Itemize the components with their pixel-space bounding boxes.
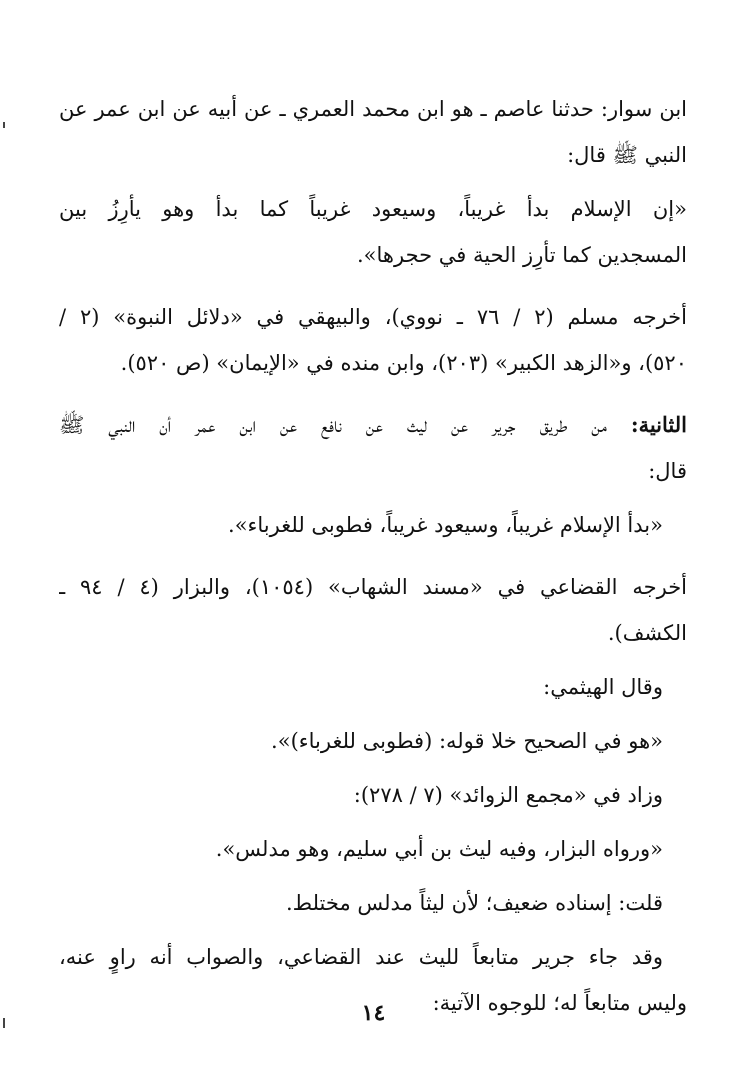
text-line: «بدأ الإسلام غريباً، وسيعود غريباً، فطوبى للغرباء».: [228, 513, 663, 537]
section-label: الثانية:: [630, 412, 687, 437]
text-span: من طريق جرير عن ليث عن نافع عن ابن عمر أن النبي ﷺ: [59, 413, 631, 437]
text-line: أخرجه القضاعي في «مسند الشهاب» (١٠٥٤)، والبزار (٤ / ٩٤ ـ: [59, 575, 687, 599]
text-line: «إن الإسلام بدأ غريباً، وسيعود غريباً كما بدأ وهو يأرِزُ بين: [59, 197, 687, 221]
paragraph-zawaid: [59, 772, 687, 818]
scan-edge-mark: [3, 122, 5, 128]
text-line: قال:: [648, 459, 687, 483]
text-line: النبي ﷺ قال:: [567, 143, 687, 167]
paragraph-author-note: [59, 880, 687, 926]
text-line: وزاد في «مجمع الزوائد» (٧ / ٢٧٨):: [353, 783, 663, 807]
text-line: المسجدين كما تأرِز الحية في حجرها».: [356, 243, 687, 267]
paragraph-bazzar-quote: [59, 826, 687, 872]
text-line: وقال الهيثمي:: [543, 675, 663, 699]
paragraph-takhrij-1: [59, 294, 687, 386]
paragraph-takhrij-2: [59, 564, 687, 656]
text-line: ٥٢٠)، و«الزهد الكبير» (٢٠٣)، وابن منده في «الإيمان» (ص ٥٢٠).: [120, 351, 687, 375]
text-line: ابن سوار: حدثنا عاصم ـ هو ابن محمد العمري ـ عن أبيه عن ابن عمر عن: [59, 97, 687, 121]
paragraph-hadith-quote-2: [59, 502, 687, 548]
paragraph-haythami-said: [59, 664, 687, 710]
paragraph-haythami-quote: [59, 718, 687, 764]
paragraph-hadith-quote-1: [59, 186, 687, 278]
text-line: قلت: إسناده ضعيف؛ لأن ليثاً مدلس مختلط.: [286, 891, 663, 915]
text-line: «هو في الصحيح خلا قوله: (فطوبى للغرباء)».: [271, 729, 663, 753]
text-line: أخرجه مسلم (٢ / ٧٦ ـ نووي)، والبيهقي في «دلائل النبوة» (٢ /: [59, 305, 687, 329]
page-number: ١٤: [361, 1000, 386, 1026]
text-line: وقد جاء جرير متابعاً لليث عند القضاعي، والصواب أنه راوٍ عنه،: [59, 945, 663, 969]
text-line: [59, 402, 687, 448]
scan-edge-mark: [3, 1018, 5, 1028]
text-line: وليس متابعاً له؛ للوجوه الآتية:: [432, 991, 687, 1015]
text-line: الكشف).: [607, 621, 687, 645]
page-body: [59, 86, 687, 1026]
paragraph-second-route: [59, 402, 687, 494]
text-line: «ورواه البزار، وفيه ليث بن أبي سليم، وهو مدلس».: [215, 837, 663, 861]
paragraph-chain-intro: [59, 86, 687, 178]
